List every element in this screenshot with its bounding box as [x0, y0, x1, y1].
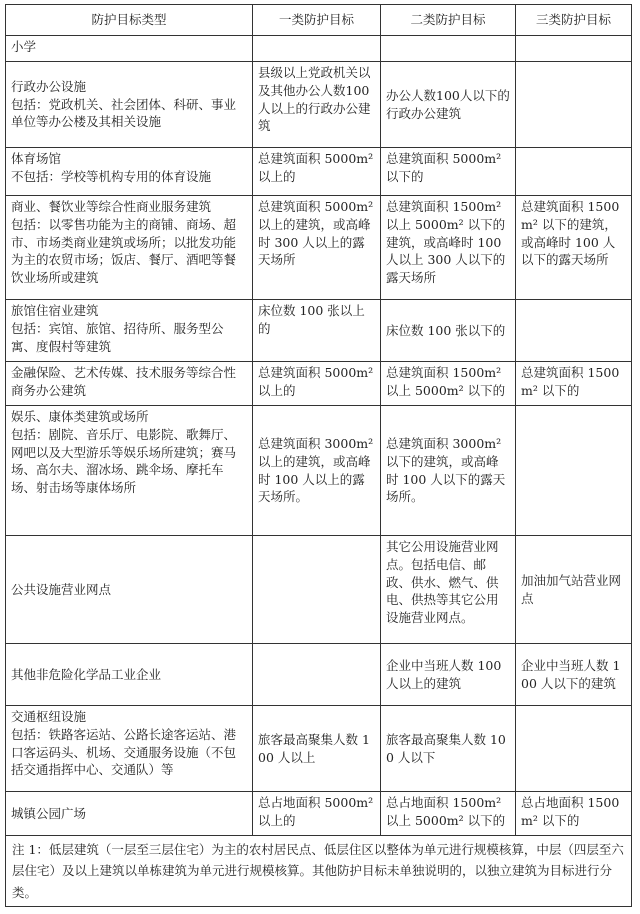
note-row [6, 836, 632, 907]
class-1-cell: 总建筑面积 5000m² 以上的 [253, 148, 381, 196]
class-1-cell: 总建筑面积 3000m² 以上的建筑，或高峰时 100 人以上的露天场所。 [253, 406, 381, 536]
class-2-cell: 总建筑面积 1500m² 以上 5000m² 以下的建筑，或高峰时 100 人以上 300 人以下的露天场所 [381, 196, 516, 300]
table-row [6, 792, 632, 836]
class-1-cell: 总建筑面积 5000m² 以上的 [253, 362, 381, 406]
class-2-cell: 企业中当班人数 100 人以上的建筑 [381, 644, 516, 706]
class-2-cell: 总占地面积 1500m² 以上 5000m² 以下的 [381, 792, 516, 836]
type-cell [6, 362, 253, 406]
class-3-cell: 总占地面积 1500m² 以下的 [516, 792, 632, 836]
table-row [6, 300, 632, 362]
type-name: 体育场馆 [11, 151, 62, 166]
type-name: 公共设施营业网点 [11, 581, 112, 597]
type-description: 包括：以零售功能为主的商铺、商场、超市、市场类商业建筑或场所；以批发功能为主的农贸市场；饭店、餐厅、酒吧等餐饮业场所或建筑 [11, 216, 237, 285]
class-2-cell: 其它公用设施营业网点。包括电信、邮政、供水、燃气、供电、供热等其它公用设施营业网点。 [381, 536, 516, 644]
table-row [6, 406, 632, 536]
document [5, 4, 632, 907]
type-name: 娱乐、康体类建筑或场所 [11, 409, 149, 424]
class-1-cell [253, 536, 381, 644]
type-cell [6, 62, 253, 148]
class-3-cell [516, 406, 632, 536]
protection-target-table [5, 4, 632, 907]
type-name: 城镇公园广场 [11, 805, 87, 821]
class-3-cell [516, 706, 632, 792]
header-row [6, 5, 632, 36]
class-3-cell [516, 148, 632, 196]
class-2-cell: 床位数 100 张以下的 [381, 300, 516, 362]
type-cell [6, 792, 253, 836]
table-row [6, 62, 632, 148]
table-row [6, 644, 632, 706]
class-3-cell: 总建筑面积 1500m² 以下的 [516, 362, 632, 406]
type-cell [6, 300, 253, 362]
type-cell [6, 706, 253, 792]
class-3-cell: 总建筑面积 1500m² 以下的建筑，或高峰时 100 人以下的露天场所 [516, 196, 632, 300]
type-name: 其他非危险化学品工业企业 [11, 666, 162, 682]
class-3-cell: 企业中当班人数 100 人以下的建筑 [516, 644, 632, 706]
type-cell [6, 536, 253, 644]
type-cell [6, 196, 253, 300]
class-3-cell [516, 36, 632, 62]
class-3-cell [516, 62, 632, 148]
type-name: 金融保险、艺术传媒、技术服务等综合性商务办公建筑 [11, 365, 237, 398]
class-2-cell: 总建筑面积 1500m² 以上 5000m² 以下的 [381, 362, 516, 406]
type-name: 小学 [11, 39, 37, 54]
class-1-cell: 总占地面积 5000m² 以上的 [253, 792, 381, 836]
class-2-cell: 总建筑面积 5000m² 以下的 [381, 148, 516, 196]
type-cell [6, 406, 253, 536]
header-cell-class-2: 二类防护目标 [381, 5, 516, 36]
table-row [6, 36, 632, 62]
class-1-cell [253, 36, 381, 62]
class-1-cell [253, 644, 381, 706]
class-2-cell [381, 36, 516, 62]
type-description: 不包括：学校等机构专用的体育设施 [11, 168, 212, 184]
class-1-cell: 总建筑面积 5000m² 以上的建筑，或高峰时 300 人以上的露天场所 [253, 196, 381, 300]
table-row [6, 196, 632, 300]
class-1-cell: 旅客最高聚集人数 100 人以上 [253, 706, 381, 792]
type-cell [6, 644, 253, 706]
type-description: 包括：宾馆、旅馆、招待所、服务型公寓、度假村等建筑 [11, 320, 224, 354]
header-cell-class-1: 一类防护目标 [253, 5, 381, 36]
class-3-cell: 加油加气站营业网点 [516, 536, 632, 644]
type-name: 商业、餐饮业等综合性商业服务建筑 [11, 199, 212, 214]
header-cell-type: 防护目标类型 [6, 5, 253, 36]
class-1-cell: 县级以上党政机关以及其他办公人数100人以上的行政办公建筑 [253, 62, 381, 148]
type-cell [6, 148, 253, 196]
table-row [6, 362, 632, 406]
class-1-cell: 床位数 100 张以上的 [253, 300, 381, 362]
type-description: 包括：剧院、音乐厅、电影院、歌舞厅、网吧以及大型游乐等娱乐场所建筑；赛马场、高尔夫、溜冰场、跳伞场、摩托车场、射击场等康体场所 [11, 426, 237, 495]
table-row [6, 536, 632, 644]
type-cell [6, 36, 253, 62]
table-row [6, 706, 632, 792]
type-name: 交通枢纽设施 [11, 709, 87, 724]
header-cell-class-3: 三类防护目标 [516, 5, 632, 36]
table-note: 注 1：低层建筑（一层至三层住宅）为主的农村居民点、低层住区以整体为单元进行规模核算，中层（四层至六层住宅）及以上建筑以单栋建筑为单元进行规模核算。其他防护目标未单独说明的，以独立建筑为目标进行分类。 [6, 836, 632, 907]
type-name: 行政办公设施 [11, 78, 87, 94]
type-name: 旅馆住宿业建筑 [11, 303, 99, 318]
type-description: 包括：铁路客运站、公路长途客运站、港口客运码头、机场、交通服务设施（不包括交通指挥中心、交通队）等 [11, 726, 237, 778]
class-3-cell [516, 300, 632, 362]
class-2-cell: 旅客最高聚集人数 100 人以下 [381, 706, 516, 792]
class-2-cell: 总建筑面积 3000m² 以下的建筑，或高峰时 100 人以下的露天场所。 [381, 406, 516, 536]
table-row [6, 148, 632, 196]
class-2-cell: 办公人数100人以下的行政办公建筑 [381, 62, 516, 148]
type-description: 包括：党政机关、社会团体、科研、事业单位等办公楼及其相关设施 [11, 96, 237, 130]
